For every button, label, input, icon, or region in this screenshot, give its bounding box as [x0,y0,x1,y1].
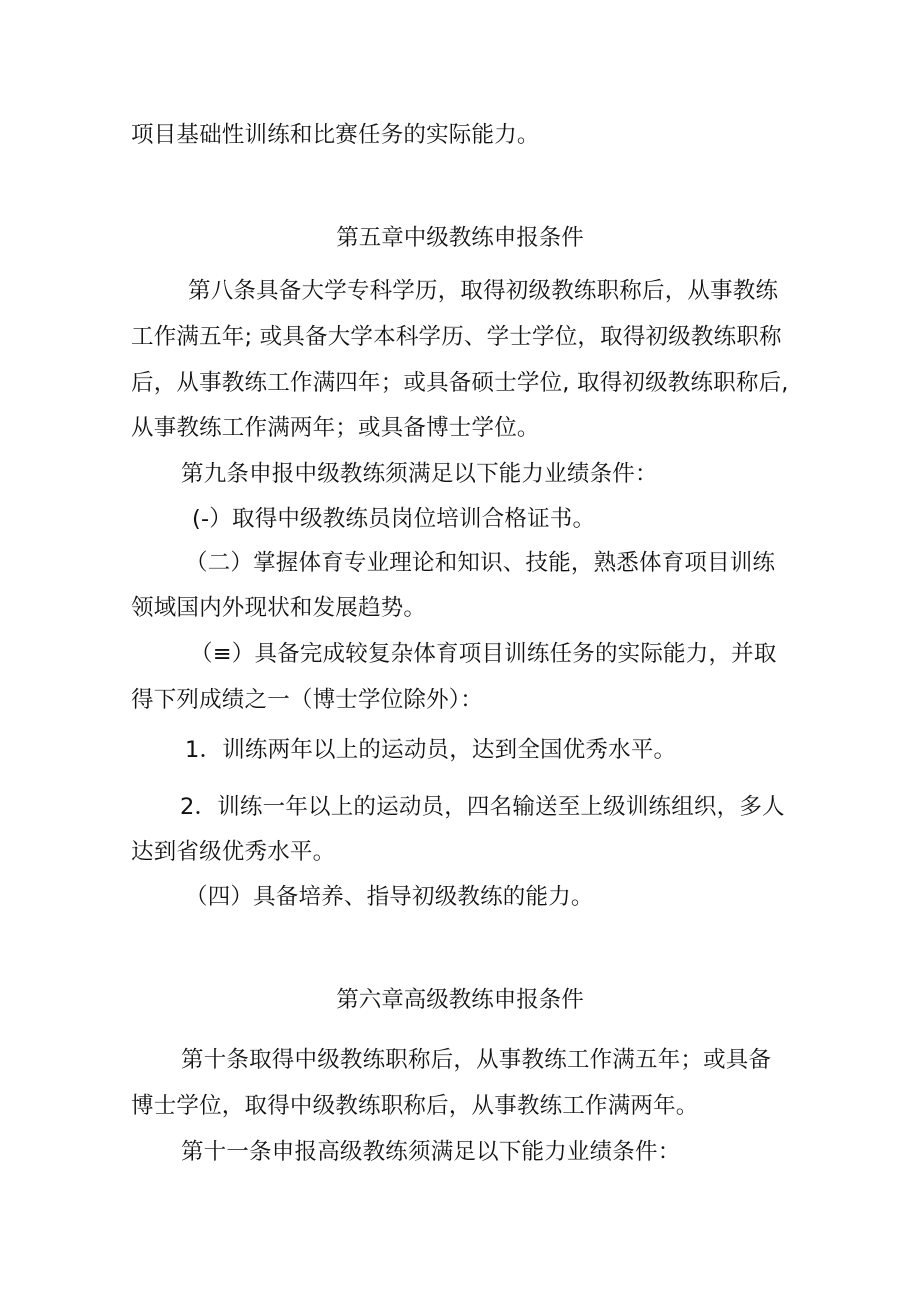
article9-sub-2-line-2: 达到省级优秀水平。 [131,839,336,865]
article9-intro: 第九条申报中级教练须满足以下能力业绩条件： [181,461,658,487]
article9-sub-1: 1．训练两年以上的运动员，达到全国优秀水平。 [185,737,677,763]
article9-item-2-line-1: （二）掌握体育专业理论和知识、技能，熟悉体育项目训练 [185,550,776,576]
chapter5-title: 第五章中级教练申报条件 [336,225,584,251]
article8-line-1: 第八条具备大学专科学历，取得初级教练职称后，从事教练 [188,278,779,304]
article9-item-1: (-）取得中级教练员岗位培训合格证书。 [192,506,596,532]
article9-item-4: （四）具备培养、指导初级教练的能力。 [185,884,594,910]
article8-line-3: 后，从事教练工作满四年；或具备硕士学位, 取得初级教练职称后, [131,370,789,396]
article10-line-2: 博士学位，取得中级教练职称后，从事教练工作满两年。 [131,1093,699,1119]
article9-item-3-line-1: （≡）具备完成较复杂体育项目训练任务的实际能力，并取 [190,641,777,667]
article8-line-4: 从事教练工作满两年；或具备博士学位。 [131,415,540,441]
article9-sub-2-line-1: 2．训练一年以上的运动员，四名输送至上级训练组织，多人 [180,794,785,820]
article10-line-1: 第十条取得中级教练职称后，从事教练工作满五年；或具备 [181,1047,772,1073]
article11-intro: 第十一条申报高级教练须满足以下能力业绩条件： [181,1139,681,1165]
chapter6-title: 第六章高级教练申报条件 [336,987,584,1013]
article9-item-2-line-2: 领域国内外现状和发展趋势。 [131,595,427,621]
article9-item-3-line-2: 得下列成绩之一（博士学位除外）： [131,687,483,713]
article8-line-2: 工作满五年; 或具备大学本科学历、学士学位，取得初级教练职称 [131,324,782,350]
continuation-paragraph: 项目基础性训练和比赛任务的实际能力。 [131,122,540,148]
